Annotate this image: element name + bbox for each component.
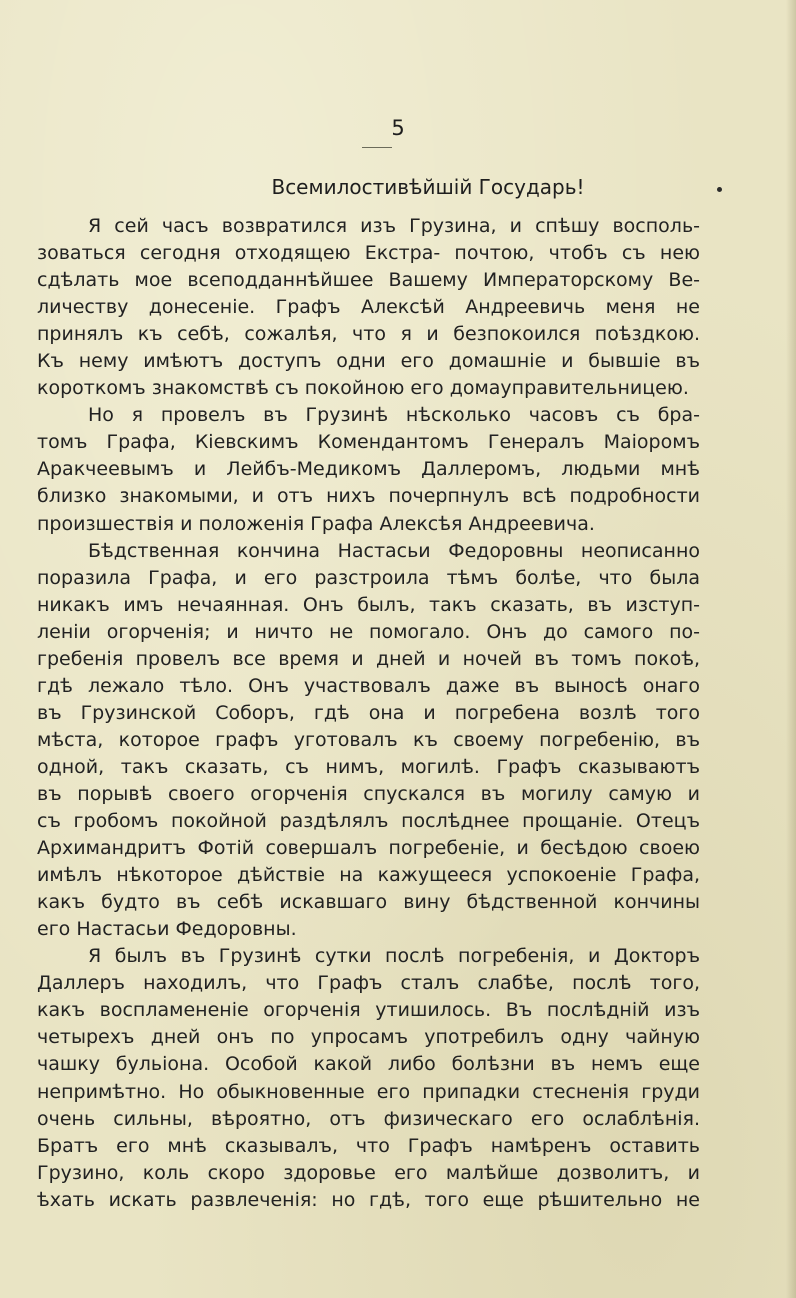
text-line: Аракчеевымъ и Лейбъ-Медикомъ Даллеромъ, людьми мнѣ [37, 458, 700, 481]
text-line: какъ будто въ себѣ искавшаго вину бѣдственной кончины [37, 891, 700, 914]
page-number-rule [362, 147, 392, 148]
text-line: Архимандритъ Фотій совершалъ погребеніе, и бесѣдою своею [37, 837, 700, 860]
text-line: въ порывѣ своего огорченія спускался въ могилу самую и [37, 782, 700, 805]
text-line: сдѣлать мое всеподданнѣйшее Вашему Императорскому Ве- [37, 269, 700, 292]
text-line: Но я провелъ въ Грузинѣ нѣсколько часовъ съ бра- [88, 404, 700, 427]
salutation-heading: Всемилостивѣйшій Государь! [271, 175, 585, 199]
text-line: Я сей часъ возвратился изъ Грузина, и спѣшу восполь- [88, 215, 700, 237]
text-line: Братъ его мнѣ сказывалъ, что Графъ намѣренъ оставить [37, 1134, 700, 1157]
text-line: одной, такъ сказать, съ нимъ, могилѣ. Графъ сказываютъ [37, 755, 700, 778]
letter-body [37, 213, 700, 1214]
text-line: поразила Графа, и его разстроила тѣмъ болѣе, что была [37, 566, 700, 589]
text-line: гребенія провелъ все время и дней и ночей въ томъ покоѣ, [37, 647, 700, 670]
text-line: Грузино, коль скоро здоровье его малѣйше дозволитъ, и [37, 1161, 700, 1184]
text-line: непримѣтно. Но обыкновенные его припадки стесненія груди [37, 1080, 700, 1103]
text-line: съ гробомъ покойной раздѣлялъ послѣднее прощаніе. Отецъ [37, 810, 700, 833]
text-line: чашку бульіона. Особой какой либо болѣзни въ немъ еще [37, 1053, 700, 1076]
text-line: Даллеръ находилъ, что Графъ сталъ слабѣе, послѣ того, [37, 972, 700, 995]
text-line: Къ нему имѣютъ доступъ одни его домашніе и бывшіе въ [37, 350, 700, 373]
text-line: произшествія и положенія Графа Алексѣя Андреевича. [37, 512, 595, 535]
text-line: четырехъ дней онъ по упросамъ употребилъ одну чайную [37, 1026, 700, 1049]
text-line: какъ воспламененіе огорченія утишилось. Въ послѣдній изъ [37, 999, 700, 1022]
text-line: принялъ къ себѣ, сожалѣя, что я и безпокоился поѣздкою. [37, 323, 700, 346]
text-line: близко знакомыми, и отъ нихъ почерпнулъ всѣ подробности [37, 485, 700, 508]
text-line: зоваться сегодня отходящею Екстра- почтою, чтобъ съ нею [37, 242, 700, 265]
text-line: леніи огорченія; и ничто не помогало. Онъ до самого по- [37, 620, 700, 643]
text-line: его Настасьи Федоровны. [37, 918, 297, 941]
text-line: томъ Графа, Кіевскимъ Комендантомъ Генералъ Маіоромъ [37, 431, 700, 454]
text-line: гдѣ лежало тѣло. Онъ участвовалъ даже въ выносѣ онаго [37, 674, 700, 697]
text-line: Я былъ въ Грузинѣ сутки послѣ погребенія, и Докторъ [88, 945, 700, 968]
text-line: личеству донесеніе. Графъ Алексѣй Андреевичь меня не [37, 296, 700, 319]
text-line: ѣхать искать развлеченія: но гдѣ, того еще рѣшительно не [37, 1188, 700, 1211]
text-line: въ Грузинской Соборъ, гдѣ она и погребена возлѣ того [37, 701, 700, 724]
text-line: имѣлъ нѣкоторое дѣйствіе на кажущееся успокоеніе Графа, [37, 864, 700, 887]
ink-dot [717, 187, 722, 192]
page-number: 5 [391, 116, 405, 140]
text-line: очень сильны, вѣроятно, отъ физическаго его ослаблѣнія. [37, 1107, 700, 1130]
text-line: короткомъ знакомствѣ съ покойною его домауправительницею. [37, 377, 689, 400]
text-line: Бѣдственная кончина Настасьи Федоровны неописанно [88, 539, 700, 562]
text-line: никакъ имъ нечаянная. Онъ былъ, такъ сказать, въ изступ- [37, 593, 700, 616]
text-line: мѣста, которое графъ уготовалъ къ своему погребенію, въ [37, 728, 700, 751]
